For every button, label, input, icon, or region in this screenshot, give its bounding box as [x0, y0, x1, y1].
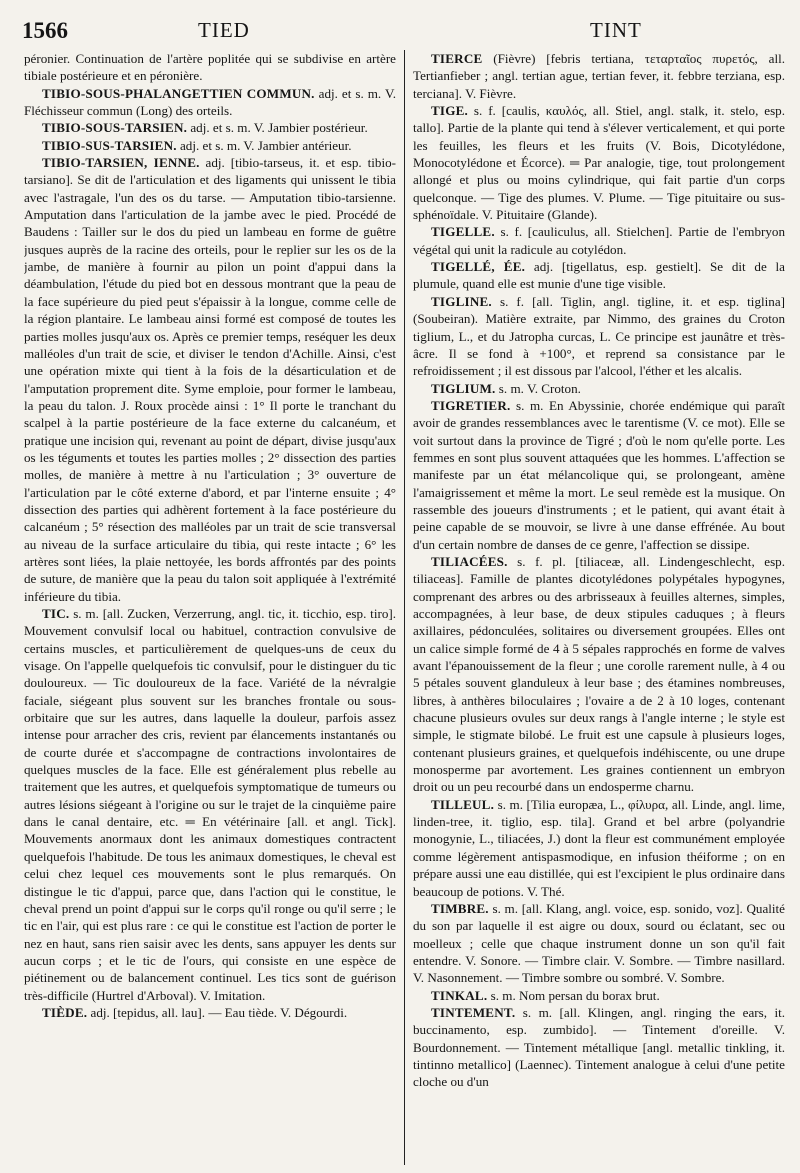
entry-headword: TIGLINE.	[431, 293, 492, 309]
dictionary-entry	[413, 223, 785, 258]
dictionary-entry	[413, 796, 785, 900]
entry-headword: TIC.	[42, 606, 70, 621]
entry-headword: TILLEUL.	[431, 796, 495, 812]
entry-text: adj. [tigellatus, esp. gestielt]. Se dit de la plumule, quand elle est munie d'une tige visible.	[413, 259, 785, 292]
entry-headword: TIGRETIER.	[431, 397, 511, 413]
entry-headword: TIMBRE.	[431, 900, 489, 916]
dictionary-entry	[24, 1004, 396, 1021]
dictionary-entry	[413, 50, 785, 102]
running-head-left: TIED	[198, 18, 250, 42]
entry-text: s. f. pl. [tiliaceæ, all. Lindengeschlecht, esp. tiliaceas]. Famille de plantes dicotylédones polypétales hypogynes, comprenant des arbres ou des arbrisseaux à feuilles alternes, simples, accompagnées, à leur base, de deux stipules caduques ; à fleurs axillaires, pédonculées, solitaires ou diversement groupées. Elles ont un calice simple formé de 4 à 5 sépales rapprochés en forme de valves avant l'épanouissement de la fleur ; une corolle rarement nulle, à 4 ou 5 pétales souvent glanduleux à leur base ; des étamines nombreuses, libres, à anthères biloculaires ; l'ovaire a de 2 à 10 loges, contenant chacune plusieurs ovules sur deux rangs à l'angle interne ; le style est simple, le stigmate bilobé. Le fruit est une capsule à plusieurs loges, contenant plusieurs graines, et quelquefois indéhiscente, ou une drupe monosperme par avortement. Les graines contiennent un embryon droit ou un peu recourbé dans un endosperme charnu.	[413, 553, 785, 795]
entry-headword: TIGELLE.	[431, 224, 495, 240]
entry-headword: TIGLIUM.	[431, 380, 496, 396]
dictionary-entry	[413, 380, 785, 397]
dictionary-entry	[413, 293, 785, 380]
dictionary-entry	[24, 85, 396, 120]
entry-headword: TIBIO-SUS-TARSIEN.	[42, 137, 177, 153]
entry-text: adj. et s. m. V. Jambier antérieur.	[176, 137, 352, 153]
entry-headword: TIGELLÉ, ÉE.	[431, 259, 526, 275]
entry-headword: TIBIO-TARSIEN, IENNE.	[42, 155, 200, 171]
entry-text: s. m. [all. Klang, angl. voice, esp. sonido, voz]. Qualité du son par laquelle il est aigre ou doux, sourd ou éclatant, sec ou moelleux ; celle que chaque instrument donne un son qu'il fait entendre. V. Sonore. — Timbre clair. V. Sombre. — Timbre nasillard. V. Nasonnement. — Timbre sombre ou sombré. V. Sombre.	[413, 900, 785, 986]
entry-text: s. m. Nom persan du borax brut.	[487, 987, 660, 1003]
left-column	[24, 50, 396, 1165]
entry-text: s. f. [caulis, καυλός, all. Stiel, angl. stalk, it. stelo, esp. tallo]. Partie de la plante qui tend à s'élever verticalement, et qui porte les feuilles, les fleurs et les fruits (V. Bois, Dicotylédone, Monocotylédone et Écorce). ═ Par analogie, tige, tout prolongement allongé et plus ou moins cylindrique, qui fait partie d'un corps quelconque. — Tige des plumes. V. Plume. — Tige pituitaire ou sus-sphénoïdale. V. Pituitaire (Glande).	[413, 103, 785, 223]
page-header	[22, 14, 786, 46]
entry-text: adj. et s. m. V. Jambier postérieur.	[187, 120, 368, 136]
entry-text: adj. [tibio-tarseus, it. et esp. tibio-tarsiano]. Se dit de l'articulation et des ligaments qui unissent le tibia avec l'astragale, l'un des os du tarse. — Amputation tibio-tarsienne. Amputation dans l'articulation de la jambe avec le pied. Procédé de Baudens : Tailler sur le dos du pied un lambeau en forme de guêtre jusques auprès de la racine des orteils, pour le replier sur les os de la jambe, de manière à fournir au pilon un point d'appui dans la déambulation, l'étude du pied bot en dessous montrant que la peau de la face supérieure du pied peut s'épaissir à la longue, comme celle de la région plantaire. Le lambeau ainsi formé est composé de toutes les parties molles jusqu'aux os. Après ce premier temps, reséquer les deux malléoles d'un trait de scie, et diviser le tendon d'Achille. Ainsi, c'est une opération mixte qui tient à la fois de la désarticulation et de l'amputation proprement dite. Syme emploie, pour former le lambeau, la peau du talon. J. Roux procède ainsi : 1° Il porte le tranchant du scalpel à la partie postérieure de la face externe du calcanéum, et pratique une incision qui, revenant au point de départ, divise jusqu'aux os les téguments et toutes les parties molles ; 2° dissection des parties molles, de manière à mettre à nu l'articulation ; 3° ouverture de l'articulation par le côté externe d'abord, et par l'interne ensuite ; 4° dissection des parties qui adhèrent fortement à la face postérieure du calcanéum ; 5° résection des malléoles par un trait de scie transversal au niveau de la surface articulaire du tibia, qui reste intacte ; 6° les artères sont liées, la plaie nettoyée, les bords affrontés par des points de suture, de manière que la peau du talon soit appliquée à l'extrémité inférieure du tibia.	[24, 155, 396, 604]
dictionary-entry	[413, 987, 785, 1004]
entry-headword: TILIACÉES.	[431, 553, 508, 569]
dictionary-entry	[24, 605, 396, 1004]
dictionary-entry	[413, 258, 785, 293]
running-head-right: TINT	[590, 18, 642, 42]
entry-text: s. m. En Abyssinie, chorée endémique qui paraît avoir de grandes ressemblances avec le tarentisme (V. ce mot). Elle se voit surtout dans la province de Tigré ; d'où le nom qu'elle porte. Les femmes en sont plus souvent attaquées que les hommes. L'affection se manifeste par un état mélancolique qui, se prolongeant, amène l'amaigrissement et même la mort. Le seul remède est la musique. On rassemble des joueurs d'instruments ; et le patient, qui avant était à peine capable de se mouvoir, se livre à une danse effrénée. Au bout d'un certain nombre de danses de ce genre, l'affection se dissipe.	[413, 397, 785, 552]
entry-headword: TIERCE	[431, 51, 483, 66]
entry-headword: TIBIO-SOUS-PHALANGETTIEN COMMUN.	[42, 85, 315, 101]
entry-text: s. m. [all. Klingen, angl. ringing the ears, it. buccinamento, esp. zumbido]. — Tintement d'oreille. V. Bourdonnement. — Tintement métallique [angl. metallic tinkling, it. tintinno metallico] (Laennec). Tintement analogue à celui d'une petite cloche ou d'un	[413, 1004, 785, 1090]
entry-text: péronier. Continuation de l'artère poplitée qui se subdivise en artère tibiale postérieure et en péronière.	[24, 51, 396, 84]
dictionary-entry	[24, 154, 396, 605]
entry-text: s. m. [all. Zucken, Verzerrung, angl. tic, it. ticchio, esp. tiro]. Mouvement convulsif local ou habituel, contraction convulsive de certains muscles, et particulièrement de quelques-uns de ceux du visage. On l'appelle quelquefois tic convulsif, pour le distinguer du tic douloureux. — Tic douloureux de la face. Variété de la névralgie faciale, siégeant plus souvent sur les branches frontale ou sous-orbitaire que sur les autres, dans laquelle la douleur, parfois assez intense pour arracher des cris, revient par élancements instantanés ou de courte durée et s'accompagne de contractions involontaires de quelques muscles de la face. Elle est généralement plus rebelle au traitement que les autres, et quelquefois symptomatique de tumeurs ou autres lésions siégeant à l'origine ou sur le trajet de la cinquième paire dans le canal dentaire, etc. ═ En vétérinaire [all. et angl. Tick]. Mouvements anormaux dont les animaux domestiques contractent quelquefois l'habitude. De tous les animaux domestiques, le cheval est celui chez lequel ces mouvements sont le plus remarqués. On distingue le tic d'appui, parce que, dans l'action qui le constitue, le cheval prend un point d'appui sur le corps qu'il ronge ou qu'il serre ; le tic en l'air, qui est plus rare : ce qui le constitue est l'action de porter le nez en haut, sans rien saisir avec les dents, sans appuyer les dents sur aucun corps ; et le tic de l'ours, qui consiste en une espèce de piétinement ou de balancement continuel. Les tics sont de guérison très-difficile (Hurtrel d'Arboval). V. Imitation.	[24, 606, 396, 1003]
right-column	[413, 50, 785, 1165]
entry-text: (Fièvre) [febris tertiana, τεταρταῖος πυρετός, all. Tertianfieber ; angl. tertian ague, tertian fever, it. febbre terziana, esp. terciana]. V. Fièvre.	[413, 51, 785, 101]
entry-text: adj. [tepidus, all. lau]. — Eau tiède. V. Dégourdi.	[87, 1004, 348, 1020]
entry-text: s. f. [cauliculus, all. Stielchen]. Partie de l'embryon végétal qui unit la radicule au cotylédon.	[413, 224, 785, 257]
entry-headword: TIÈDE.	[42, 1004, 88, 1020]
entry-text: s. m. [Tilia europæa, L., φίλυρα, all. Linde, angl. lime, linden-tree, it. tiglio, esp. tila]. Grand et bel arbre (polyandrie monogynie, L., tiliacées, J.) dont la fleur est communément employée comme légèrement antispasmodique, en infusion théiforme ; on en prépare aussi une eau distillée, qui est l'excipient le plus ordinaire dans beaucoup de potions. V. Thé.	[413, 796, 785, 899]
entry-headword: TIBIO-SOUS-TARSIEN.	[42, 120, 188, 136]
dictionary-entry	[413, 1004, 785, 1091]
dictionary-entry	[413, 397, 785, 553]
dictionary-entry	[413, 102, 785, 223]
entry-text: s. f. [all. Tiglin, angl. tigline, it. et esp. tiglina] (Soubeiran). Matière extraite, par Nimmo, des graines du Croton tiglium, L., et du Jatropha curcas, L. Ce principe est jaunâtre et très-âcre. Il se fond à +100°, et reprend sa consistance par le refroidissement ; il est dissous par l'alcool, l'éther et les alcalis.	[413, 293, 785, 379]
dictionary-entry	[413, 900, 785, 987]
dictionary-entry	[24, 119, 396, 136]
column-divider	[404, 50, 405, 1165]
dictionary-entry	[24, 50, 396, 85]
entry-headword: TINKAL.	[431, 987, 488, 1003]
entry-text: s. m. V. Croton.	[495, 380, 581, 396]
entry-headword: TIGE.	[431, 103, 469, 119]
entry-text: adj. et s. m. V. Fléchisseur commun (Long) des orteils.	[24, 85, 396, 119]
dictionary-entry	[413, 553, 785, 796]
page-number: 1566	[22, 18, 68, 43]
dictionary-entry	[24, 137, 396, 154]
entry-headword: TINTEMENT.	[431, 1004, 516, 1020]
